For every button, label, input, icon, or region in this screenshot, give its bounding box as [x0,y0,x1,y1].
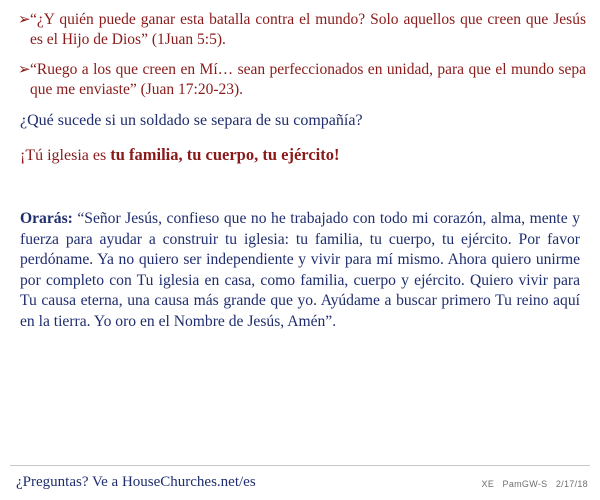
prayer-label: Orarás: [20,210,73,227]
church-statement-prefix: ¡Tú iglesia es [20,147,111,164]
list-item [14,60,586,100]
church-statement-emphasis: tu familia, tu cuerpo, tu ejército! [110,145,340,164]
church-statement [20,144,586,167]
arrow-bullet-icon: ➢ [18,12,31,28]
list-item [14,10,586,50]
questions-link-text[interactable]: ¿Preguntas? Ve a HouseChurches.net/es [16,474,256,490]
scripture-quote-text: “¿Y quién puede ganar esta batalla contra el mundo? Solo aquellos que creen que Jesús es el Hijo de Dios” (1Juan 5:5). [30,11,586,48]
prayer-body-text: “Señor Jesús, confieso que no he trabajado con todo mi corazón, alma, mente y fuerza para ayudar a construir tu iglesia: tu familia, tu cuerpo, tu ejército. Por favor perdóname. Ya no quiero ser independiente y vivir para mí mismo. Ahora quiero unirme por completo con Tu iglesia en casa, como familia, cuerpo y ejército. Quiero vivir para Tu causa eterna, una causa más grande que yo. Ayúdame a buscar primero Tu reino aquí en la tierra. Yo oro en el Nombre de Jesús, Amén”. [20,210,580,330]
slide-footer [0,465,600,500]
scripture-bullet-list [14,10,586,100]
reflection-question: ¿Qué sucede si un soldado se separa de su compañía? [20,112,363,129]
arrow-bullet-icon: ➢ [18,62,31,78]
scripture-quote-text: “Ruego a los que creen en Mí… sean perfeccionados en unidad, para que el mundo sepa que me enviaste” (Juan 17:20-23). [30,61,586,98]
footer-row [0,466,600,500]
slide-metadata-text: XE PamGW-S 2/17/18 [481,479,588,489]
prayer-paragraph [20,209,580,332]
